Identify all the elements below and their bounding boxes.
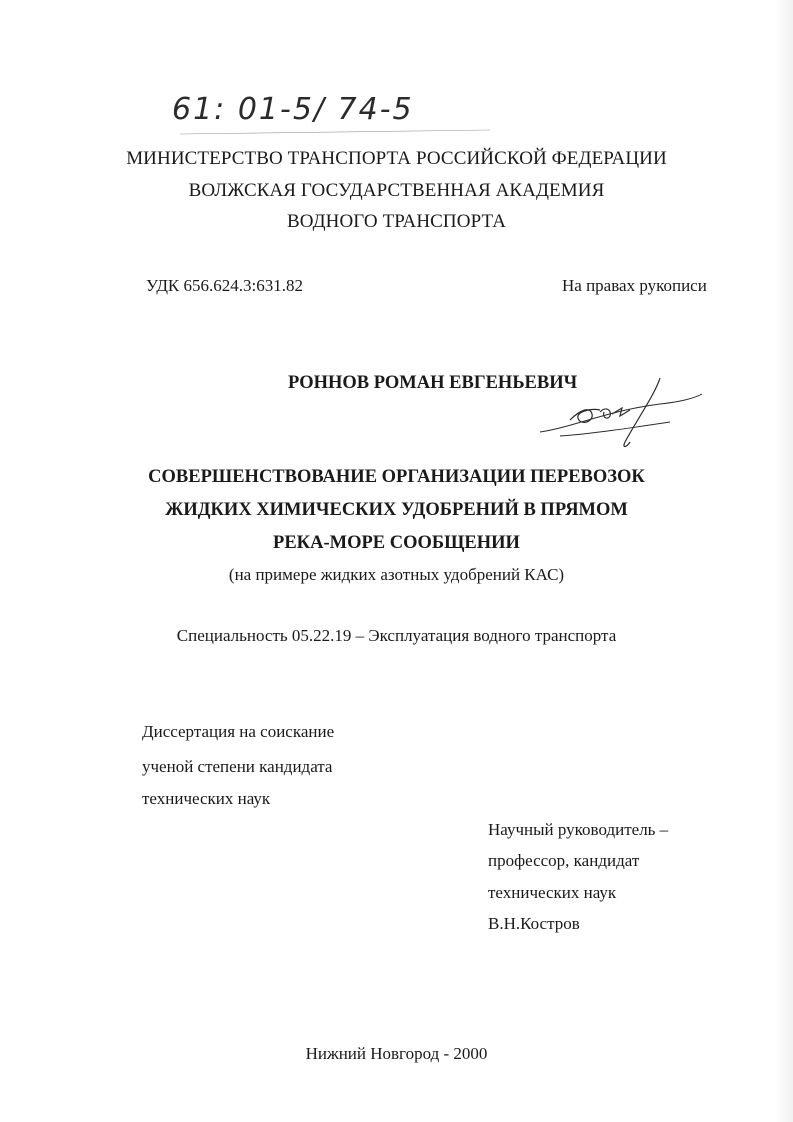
supervisor-name: В.Н.Костров [488, 914, 580, 933]
title-line-1: СОВЕРШЕНСТВОВАНИЕ ОРГАНИЗАЦИИ ПЕРЕВОЗОК [148, 467, 645, 487]
scan-edge-shadow [775, 0, 793, 1122]
udk-code: УДК 656.624.3:631.82 [146, 276, 303, 295]
supervisor-line-2: профессор, кандидат [488, 851, 640, 870]
dissertation-line-1: Диссертация на соискание [142, 722, 335, 741]
ministry-line: МИНИСТЕРСТВО ТРАНСПОРТА РОССИЙСКОЙ ФЕДЕРАЦИИ [126, 148, 667, 169]
dissertation-line-3: технических наук [142, 789, 271, 808]
supervisor-line-3: технических наук [488, 883, 617, 902]
academy-line: ВОЛЖСКАЯ ГОСУДАРСТВЕННАЯ АКАДЕМИЯ [188, 180, 605, 201]
signature-icon [530, 370, 710, 460]
supervisor-line-1: Научный руководитель – [488, 820, 669, 839]
academy-line-2: ВОДНОГО ТРАНСПОРТА [286, 211, 507, 232]
title-line-3: РЕКА-МОРЕ СООБЩЕНИИ [273, 533, 520, 553]
author-name: РОННОВ РОМАН ЕВГЕНЬЕВИЧ [288, 373, 578, 393]
rights-note: На правах рукописи [562, 276, 707, 295]
specialty: Специальность 05.22.19 – Эксплуатация водного транспорта [176, 626, 617, 645]
city-year: Нижний Новгород - 2000 [305, 1044, 488, 1063]
title-subtitle: (на примере жидких азотных удобрений КАС) [228, 565, 565, 584]
handwritten-underline-icon [160, 90, 500, 140]
title-line-2: ЖИДКИХ ХИМИЧЕСКИХ УДОБРЕНИЙ В ПРЯМОМ [165, 500, 628, 520]
handwritten-archive-number: 61: 01-5/ 74-5 [172, 92, 414, 127]
dissertation-line-2: ученой степени кандидата [142, 757, 333, 776]
